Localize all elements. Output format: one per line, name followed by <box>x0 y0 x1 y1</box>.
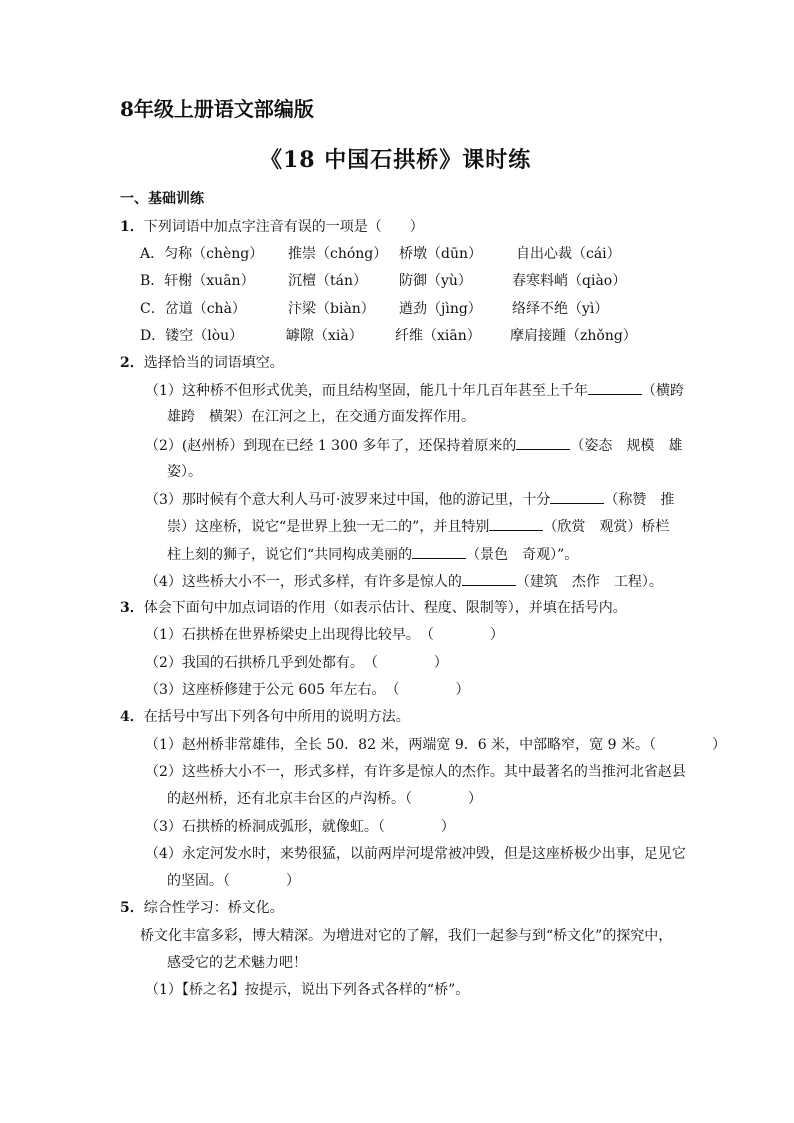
q3-item-1: （1）石拱桥在世界桥梁史上出现得比较早。 （ ） <box>145 627 504 643</box>
q5-sub-1: （1）【桥之名】按提示，说出下列各式各样的“桥”。 <box>145 982 470 998</box>
q2-item-2-line-1: （2）(赵州桥）到现在已经 1 300 多年了，还保持着原来的 （姿态 规模 雄 <box>145 438 683 454</box>
question-2 <box>120 354 284 372</box>
answer-blank[interactable] <box>489 517 543 531</box>
question-1 <box>120 218 424 236</box>
option-d-3: 纤维（xiān） <box>395 328 481 344</box>
option-c-1: C．岔道（chà） <box>140 301 246 317</box>
question-number: 1． <box>120 219 144 235</box>
q3-item-3: （3）这座桥修建于公元 605 年左右。 （ ） <box>145 682 470 698</box>
q4-item-2-line-2: 的赵州桥，还有北京丰台区的卢沟桥。（ ） <box>167 791 482 807</box>
option-b-1: B．轩榭（xuān） <box>140 273 255 289</box>
grade-heading: 8年级上册语文部编版 <box>120 97 314 121</box>
q4-item-1: （1）赵州桥非常雄伟，全长 50．82 米，两端宽 9．6 米，中部略窄，宽 9 米。（ ） <box>145 737 726 753</box>
q2-item-4: （4）这些桥大小不一，形式多样，有许多是惊人的 （建筑 杰作 工程）。 <box>145 574 663 590</box>
option-a-2: 推崇（chóng） <box>288 246 388 262</box>
question-number: 5． <box>120 900 144 916</box>
answer-blank[interactable] <box>550 490 604 504</box>
q5-intro-line-1: 桥文化丰富多彩，博大精深。为增进对它的了解，我们一起参与到“桥文化”的探究中， <box>140 928 673 944</box>
section-heading: 一、基础训练 <box>120 191 204 207</box>
question-stem: 在括号中写出下列各句中所用的说明方法。 <box>143 709 410 725</box>
question-number: 3． <box>120 600 144 616</box>
q3-item-2: （2）我国的石拱桥几乎到处都有。 （ ） <box>145 655 448 671</box>
question-stem: 综合性学习：桥文化。 <box>143 900 284 916</box>
question-5 <box>120 899 284 917</box>
option-d-1: D．镂空（lòu） <box>140 328 244 344</box>
question-number: 2． <box>120 355 144 371</box>
option-b-4: 春寒料峭（qiào） <box>512 273 627 289</box>
question-stem: 选择恰当的词语填空。 <box>143 355 284 371</box>
q2-item-1-line-2: 雄跨 横架）在江河之上，在交通方面发挥作用。 <box>167 409 475 425</box>
answer-blank[interactable] <box>412 545 466 559</box>
option-a-4: 自出心裁（cái） <box>516 246 621 262</box>
q2-item-1-line-1: （1）这种桥不但形式优美，而且结构坚固，能几十年几百年甚至上千年 （横跨 <box>145 383 684 399</box>
q4-item-2-line-1: （2）这些桥大小不一，形式多样，有许多是惊人的杰作。其中最著名的当推河北省赵县 <box>145 764 686 780</box>
lesson-title: 《18 中国石拱桥》课时练 <box>260 147 532 173</box>
q2-item-2-line-2: 姿）。 <box>167 464 202 480</box>
q4-item-4-line-1: （4）永定河发水时，来势很猛，以前两岸河堤常被冲毁，但是这座桥极少出事，足见它 <box>145 846 686 862</box>
question-stem: 下列词语中加点字注音有误的一项是（ ） <box>143 219 424 235</box>
q4-item-4-line-2: 的坚固。（ ） <box>167 873 300 889</box>
answer-blank[interactable] <box>516 436 570 450</box>
question-stem: 体会下面句中加点词语的作用（如表示估计、程度、限制等），并填在括号内。 <box>143 600 627 616</box>
option-a-1: A．匀称（chèng） <box>140 246 264 262</box>
q4-item-3: （3）石拱桥的桥洞成弧形，就像虹。（ ） <box>145 819 455 835</box>
option-a-3: 桥墩（dūn） <box>399 246 482 262</box>
question-3 <box>120 599 627 617</box>
question-4 <box>120 708 410 726</box>
option-c-4: 络绎不绝（yì） <box>512 301 609 317</box>
answer-blank[interactable] <box>462 572 516 586</box>
option-d-2: 罅隙（xià） <box>286 328 363 344</box>
option-d-4: 摩肩接踵（zhǒng） <box>510 328 637 344</box>
option-c-3: 遒劲（jìng） <box>399 301 482 317</box>
answer-blank[interactable] <box>588 381 642 395</box>
option-b-3: 防御（yù） <box>399 273 472 289</box>
option-c-2: 汴梁（biàn） <box>288 301 375 317</box>
q5-intro-line-2: 感受它的艺术魅力吧！ <box>167 955 307 971</box>
q2-item-3-line-2: 崇）这座桥，说它“是世界上独一无二的”，并且特别 （欣赏 观赏）桥栏 <box>167 519 670 535</box>
question-number: 4． <box>120 709 144 725</box>
q2-item-3-line-3: 柱上刻的狮子，说它们“共同构成美丽的 （景色 奇观）”。 <box>167 547 579 563</box>
option-b-2: 沉檀（tán） <box>288 273 367 289</box>
q2-item-3-line-1: （3）那时候有个意大利人马可·波罗来过中国，他的游记里，十分 （称赞 推 <box>145 492 675 508</box>
